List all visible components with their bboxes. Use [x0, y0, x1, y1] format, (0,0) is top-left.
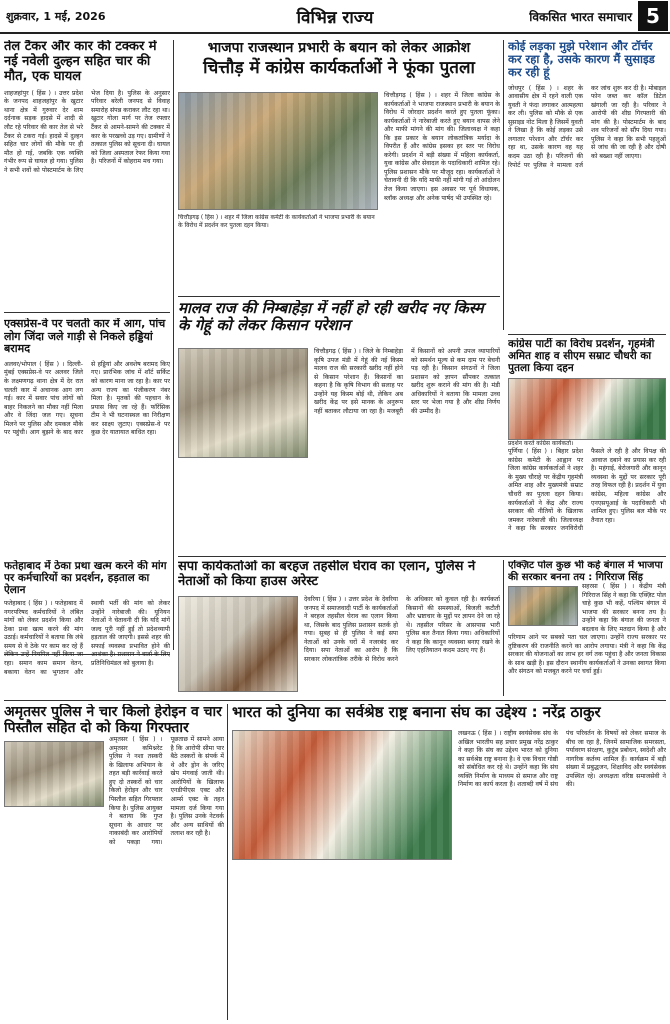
photo-caption: प्रदर्शन करते कांग्रेस कार्यकर्ता। — [508, 440, 574, 448]
article-headline: अमृतसर पुलिस ने चार किलो हेरोइन व चार पिस्तौल सहित दो को किया गिरफ्तार — [4, 704, 222, 737]
article-body: लखनऊ ( हिंस ) । राष्ट्रीय स्वयंसेवक संघ के अखिल भारतीय सह प्रचार प्रमुख नरेंद्र ठाकुर ने कहा कि संघ का उद्देश्य भारत को दुनिया का सर्वश्रेष्ठ राष्ट्र बनाना है। वे एक विचार गोष्ठी को संबोधित कर रहे थे। उन्होंने कहा कि संघ व्यक्ति निर्माण के माध्यम से समाज और राष्ट्र निर्माण का कार्य करता है। शताब्दी वर्ष में संघ पंच परिवर्तन के विषयों को लेकर समाज के बीच जा रहा है, जिनमें सामाजिक समरसता, पर्यावरण संरक्षण, कुटुंब प्रबोधन, स्वदेशी और नागरिक कर्तव्य शामिल हैं। कार्यक्रम में बड़ी संख्या में प्रबुद्धजन, शिक्षाविद और स्वयंसेवक उपस्थित रहे। अध्यक्षता वरिष्ठ समाजसेवी ने की। — [458, 730, 666, 789]
seized-drugs-photo — [4, 741, 104, 807]
article-headline: फतेहाबाद में ठेका प्रथा खत्म करने की मांग पर कर्मचारियों का प्रदर्शन, हड़ताल का ऐलान — [4, 560, 167, 597]
article-body: चित्तौड़गढ़ ( हिंस ) । जिले के निम्बाहेड़ा कृषि उपज मंडी में गेहूं की नई किस्म मालव राज की सरकारी खरीद नहीं होने से किसान परेशान हैं। किसानों का कहना है कि कृषि विभाग की सलाह पर उन्होंने यह किस्म बोई थी, लेकिन अब खरीद केंद्र पर इसे मानक के अनुरूप नहीं बताकर लौटाया जा रहा है। मजबूरी में किसानों को अपनी उपज व्यापारियों को समर्थन मूल्य से कम दाम पर बेचनी पड़ रही है। किसान संगठनों ने जिला प्रशासन को ज्ञापन सौंपकर तत्काल खरीद शुरू कराने की मांग की है। मंडी अधिकारियों ने बताया कि मामला उच्च स्तर पर भेजा गया है और शीघ्र निर्णय की उम्मीद है। — [314, 348, 500, 415]
article-body: जोधपुर ( हिंस ) । शहर के आवासीय क्षेत्र में रहने वाली एक युवती ने फंदा लगाकर आत्महत्या कर ली। पुलिस को मौके से एक सुसाइड नोट मिला है जिसमें युवती ने लिखा है कि कोई लड़का उसे लगातार परेशान और टॉर्चर कर रहा था, उसके कारण वह यह कदम उठा रही है। परिजनों की रिपोर्ट पर पुलिस ने मामला दर्ज कर जांच शुरू कर दी है। मोबाइल फोन जब्त कर कॉल डिटेल खंगाली जा रही है। परिवार ने आरोपी की शीघ्र गिरफ्तारी की मांग की है। पोस्टमार्टम के बाद शव परिजनों को सौंप दिया गया। पुलिस ने कहा कि सभी पहलुओं से जांच की जा रही है और दोषी को बख्शा नहीं जाएगा। — [508, 84, 666, 169]
article-headline: एक्सप्रेस-वे पर चलती कार में आग, पांच लोग जिंदा जले गाड़ी से निकले हड्डियां बरामद — [4, 318, 166, 356]
article-jodhpur-suicide — [508, 40, 666, 330]
article-body: सहरसा ( हिंस ) । केंद्रीय मंत्री गिरिराज सिंह ने कहा कि एक्ज़िट पोल चाहे कुछ भी कहें, पश्चिम बंगाल में भाजपा की सरकार बनना तय है। उन्होंने कहा कि बंगाल की जनता ने बदलाव के लिए मतदान किया है और परिणाम आने पर सबको पता चल जाएगा। उन्होंने राज्य सरकार पर तुष्टिकरण की राजनीति करने का आरोप लगाया। मंत्री ने कहा कि केंद्र सरकार की योजनाओं का लाभ हर वर्ग तक पहुंचा है और जनता विकास के साथ खड़ी है। इस दौरान स्थानीय कार्यकर्ताओं ने उनका स्वागत किया और संगठन को मजबूत करने पर चर्चा हुई। — [508, 583, 666, 676]
article-headline: कोई लड़का मुझे परेशान और टॉर्चर कर रहा है, उसके कारण मैं सुसाइड कर रही हूं — [508, 40, 655, 80]
article-body: देवरिया ( हिंस ) । उत्तर प्रदेश के देवरिया जनपद में समाजवादी पार्टी के कार्यकर्ताओं ने बरहज तहसील घेराव का एलान किया था, जिसके बाद पुलिस प्रशासन सतर्क हो गया। सुबह से ही पुलिस ने कई सपा नेताओं को उनके घरों में नजरबंद कर दिया। सपा नेताओं का आरोप है कि सरकार लोकतांत्रिक तरीके से विरोध करने के अधिकार को कुचल रही है। कार्यकर्ता किसानों की समस्याओं, बिजली कटौती और भ्रष्टाचार के मुद्दों पर ज्ञापन देने जा रहे थे। तहसील परिसर के आसपास भारी पुलिस बल तैनात किया गया। अधिकारियों ने कहा कि कानून व्यवस्था बनाए रखने के लिए एहतियातन कदम उठाए गए हैं। — [304, 596, 500, 663]
masthead — [0, 0, 670, 34]
article-headline: मालव राज की निम्बाहेड़ा में नहीं हो रही खरीद नए किस्म के गेहूं को लेकर किसान परेशान — [178, 300, 484, 335]
article-headline: भारत को दुनिया का सर्वश्रेष्ठ राष्ट्र बनाना संघ का उद्देश्य : नरेंद्र ठाकुर — [232, 704, 601, 721]
article-body: अलवर/भोपाल ( हिंस ) । दिल्ली-मुंबई एक्सप्रेस-वे पर अलवर जिले के लक्ष्मणगढ़ थाना क्षेत्र में देर रात चलती कार में अचानक आग लग गई। कार में सवार पांच लोगों को बाहर निकलने का मौका नहीं मिला और वे जिंदा जल गए। सूचना मिलने पर पुलिस और दमकल मौके पर पहुंची। आग बुझने के बाद कार से हड्डियां और अवशेष बरामद किए गए। प्रारंभिक जांच में शॉर्ट सर्किट को कारण माना जा रहा है। कार पर अन्य राज्य का पंजीकरण नंबर मिला है। मृतकों की पहचान के प्रयास किए जा रहे हैं। फॉरेंसिक टीम ने भी घटनास्थल का निरीक्षण कर साक्ष्य जुटाए। एक्सप्रेस-वे पर कुछ देर यातायात बाधित रहा। — [4, 360, 170, 437]
article-fatehabad-strike — [4, 560, 170, 690]
article-chittorgarh-protest — [178, 40, 500, 292]
article-sp-house-arrest — [178, 560, 500, 696]
effigy-photo — [508, 378, 666, 440]
article-headline: एक्ज़िट पोल कुछ भी कहे बंगाल में भाजपा की सरकार बनना तय : गिरिराज सिंह — [508, 560, 663, 583]
article-amritsar-heroin — [4, 704, 224, 1020]
newspaper-name: विकसित भारत समाचार — [529, 9, 632, 24]
article-headline: कांग्रेस पार्टी का विरोध प्रदर्शन, गृहमंत्री अमित शाह व सीएम सम्राट चौधरी का पुतला किया दहन — [508, 338, 655, 375]
article-rss-narendra-thakur — [232, 704, 666, 1020]
article-giriraj-singh — [508, 560, 666, 696]
section-title: विभिन्न राज्य — [296, 7, 374, 28]
article-body: अमृतसर ( हिंस ) । अमृतसर कमिश्नरेट पुलिस ने नशा तस्करी के खिलाफ अभियान के तहत बड़ी कार्रवाई करते हुए दो तस्करों को चार किलो हेरोइन और चार पिस्तौल सहित गिरफ्तार किया है। पुलिस आयुक्त ने बताया कि गुप्त सूचना के आधार पर नाकाबंदी कर आरोपियों को पकड़ा गया। पूछताछ में सामने आया है कि आरोपी सीमा पार बैठे तस्करों के संपर्क में थे और ड्रोन के जरिए खेप मंगवाई जाती थी। आरोपियों के खिलाफ एनडीपीएस एक्ट और आर्म्स एक्ट के तहत मामला दर्ज किया गया है। पुलिस उनके नेटवर्क और अन्य साथियों की तलाश कर रही है। — [109, 736, 224, 846]
article-congress-effigy — [508, 338, 666, 556]
protest-photo — [178, 92, 378, 210]
article-body: पूर्णिया ( हिंस ) । बिहार प्रदेश कांग्रेस कमेटी के आह्वान पर जिला कांग्रेस कार्यकर्ताओं ने शहर के मुख्य चौराहे पर केंद्रीय गृहमंत्री अमित शाह और मुख्यमंत्री सम्राट चौधरी का पुतला दहन किया। कार्यकर्ताओं ने केंद्र और राज्य सरकार की नीतियों के खिलाफ जमकर नारेबाजी की। जिलाध्यक्ष ने कहा कि सरकार जनविरोधी फैसले ले रही है और विपक्ष की आवाज दबाने का प्रयास कर रही है। महंगाई, बेरोजगारी और कानून व्यवस्था के मुद्दों पर सरकार पूरी तरह विफल रही है। प्रदर्शन में युवा कांग्रेस, महिला कांग्रेस और एनएसयूआई के पदाधिकारी भी शामिल हुए। पुलिस बल मौके पर तैनात रहा। — [508, 448, 666, 533]
photo-caption: चित्तौड़गढ़ ( हिंस ) । शहर में जिला कांग्रेस कमेटी के कार्यकर्ताओं ने भाजपा प्रभारी के बयान के विरोध में प्रदर्शन कर पुतला दहन किया। — [178, 214, 375, 230]
article-body: शाहजहांपुर ( हिंस ) । उत्तर प्रदेश के जनपद शाहजहांपुर के खुटार थाना क्षेत्र में गुरुवार देर शाम दर्दनाक सड़क हादसे में शादी से लौट रहे परिवार की कार तेल से भरे टैंकर से टकरा गई। हादसे में दुल्हन सहित चार लोगों की मौके पर ही मौत हो गई, जबकि एक व्यक्ति गंभीर रूप से घायल हो गया। पुलिस ने सभी शवों को पोस्टमार्टम के लिए भेज दिया है। पुलिस के अनुसार परिवार बरेली जनपद से विवाह समारोह संपन्न कराकर लौट रहा था। खुटार गोला मार्ग पर तेज रफ्तार टैंकर से आमने-सामने की टक्कर में कार के परखच्चे उड़ गए। ग्रामीणों ने तत्काल पुलिस को सूचना दी। घायल को जिला अस्पताल रेफर किया गया है। परिजनों में कोहराम मच गया। — [4, 89, 170, 174]
article-tanker-accident — [4, 40, 170, 310]
article-body: फतेहाबाद ( हिंस ) । फतेहाबाद में नगरपरिषद कर्मचारियों ने लंबित मांगों को लेकर प्रदर्शन किया और ठेका प्रथा खत्म करने की मांग उठाई। कर्मचारियों ने बताया कि लंबे समय से वे ठेके पर काम कर रहे हैं लेकिन उन्हें नियमित नहीं किया जा रहा। समान काम समान वेतन, बकाया वेतन का भुगतान और स्थायी भर्ती की मांग को लेकर उन्होंने नारेबाजी की। यूनियन नेताओं ने चेतावनी दी कि यदि मांगें जल्द पूरी नहीं हुईं तो प्रदेशव्यापी हड़ताल की जाएगी। इससे शहर की सफाई व्यवस्था प्रभावित होने की आशंका है। प्रशासन ने वार्ता के लिए प्रतिनिधिमंडल को बुलाया है। — [4, 600, 170, 676]
article-wheat-purchase — [178, 300, 500, 552]
article-headline: चित्तौड़ में कांग्रेस कार्यकर्ताओं ने फूंका पुतला — [203, 58, 475, 79]
article-body-continued — [232, 866, 452, 1016]
sp-leaders-photo — [178, 596, 298, 692]
wheat-market-photo — [178, 348, 308, 458]
article-headline: सपा कार्यकर्ताओं का बरहज तहसील घेराव का एलान, पुलिस ने नेताओं को किया हाउस अरेस्ट — [178, 560, 476, 589]
rss-event-photo — [232, 730, 452, 860]
issue-date: शुक्रवार, 1 मई, 2026 — [6, 9, 106, 23]
article-headline: तेल टैंकर और कार की टक्कर में नई नवेली दुल्हन सहित चार की मौत, एक घायल — [4, 40, 157, 84]
page-number: 5 — [638, 1, 668, 31]
article-kicker: भाजपा राजस्थान प्रभारी के बयान को लेकर आक्रोश — [207, 40, 471, 56]
article-body: चित्तौड़गढ़ ( हिंस ) । शहर में जिला कांग्रेस के कार्यकर्ताओं ने भाजपा राजस्थान प्रभारी के बयान के विरोध में जोरदार प्रदर्शन करते हुए पुतला फूंका। कार्यकर्ताओं ने नारेबाजी करते हुए बयान वापस लेने और माफी मांगने की मांग की। जिलाध्यक्ष ने कहा कि इस प्रकार के बयान लोकतांत्रिक मर्यादा के विपरीत हैं और कांग्रेस इसका हर स्तर पर विरोध करेगी। प्रदर्शन में बड़ी संख्या में महिला कार्यकर्ता, युवा कांग्रेस और सेवादल के पदाधिकारी शामिल रहे। पुलिस प्रशासन मौके पर मौजूद रहा। कार्यकर्ताओं ने चेतावनी दी कि यदि माफी नहीं मांगी गई तो आंदोलन तेज किया जाएगा। इस अवसर पर पूर्व विधायक, ब्लॉक अध्यक्ष और अनेक पार्षद भी उपस्थित रहे। — [384, 92, 500, 202]
giriraj-photo — [508, 586, 578, 626]
